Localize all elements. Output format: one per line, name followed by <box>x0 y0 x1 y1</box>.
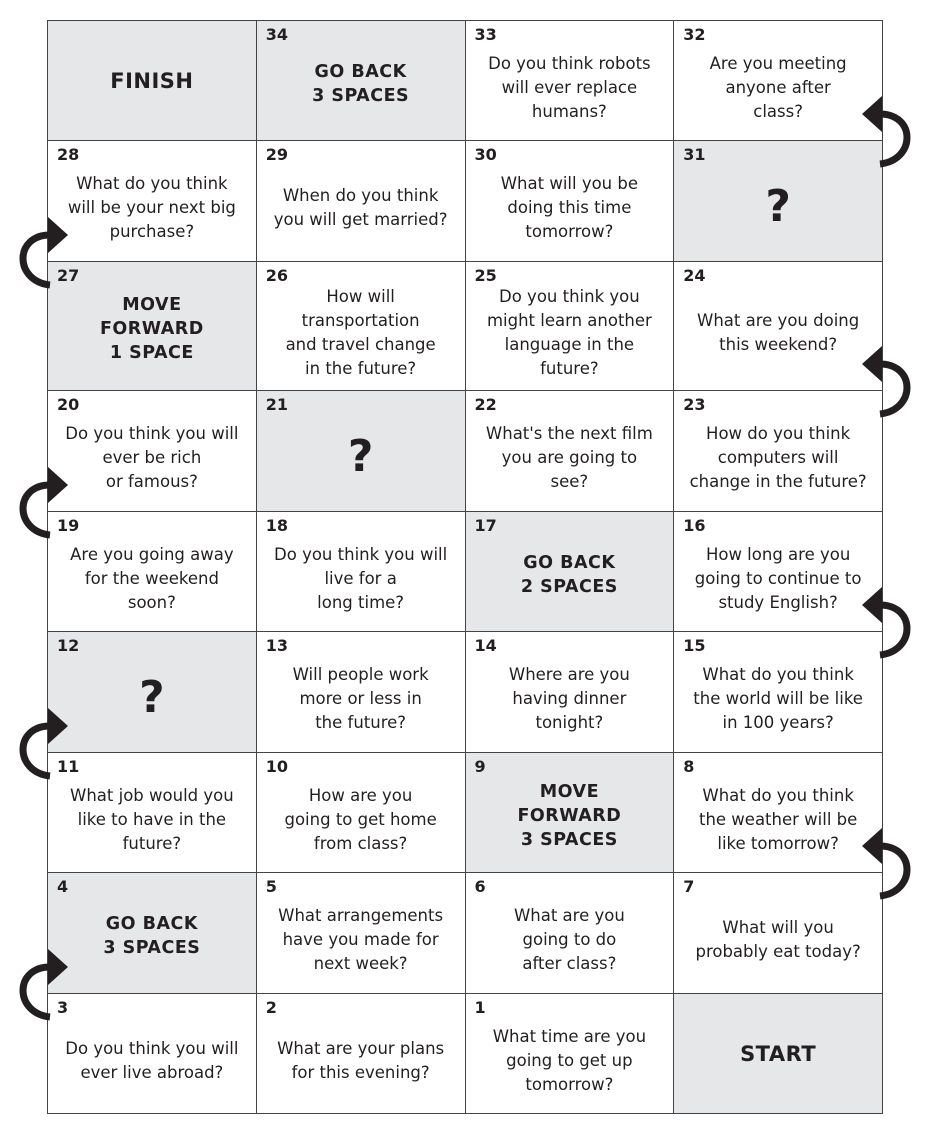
question-mark: ? <box>765 180 791 232</box>
question-text: Do you think robots will ever replace humans? <box>488 53 651 121</box>
curved-arrow-icon <box>23 485 50 535</box>
question-text: What's the next film you are going to see? <box>485 424 653 491</box>
square-number: 28 <box>57 145 80 164</box>
board-row <box>48 753 883 873</box>
square-label: GO BACK 3 SPACES <box>312 61 410 106</box>
question-text: What job would you like to have in the future? <box>70 785 234 853</box>
game-board <box>47 20 883 1114</box>
question-text: How long are you going to continue to study English? <box>694 544 862 612</box>
board-square-31 <box>674 141 883 262</box>
square-number: 11 <box>57 757 80 776</box>
board-row <box>48 512 883 632</box>
board-square-2 <box>257 994 466 1114</box>
board-square-11 <box>48 753 257 873</box>
board-square-13 <box>257 632 466 753</box>
square-number: 1 <box>474 998 486 1017</box>
square-number: 27 <box>57 266 80 285</box>
curved-arrow-icon <box>880 605 907 655</box>
board-square-17 <box>466 512 675 632</box>
square-number: 16 <box>683 516 706 535</box>
square-number: 15 <box>683 636 706 655</box>
curved-arrow-icon <box>23 967 50 1017</box>
curved-arrow-icon <box>23 726 50 776</box>
question-text: How are you going to get home from class? <box>284 785 437 853</box>
question-text: Do you think you will live for a long time? <box>274 544 448 612</box>
square-number: 19 <box>57 516 80 535</box>
square-number: 22 <box>474 395 497 414</box>
board-square-33 <box>466 21 675 141</box>
board-square-9 <box>466 753 675 873</box>
board-square-20 <box>48 391 257 512</box>
question-text: Are you meeting anyone after class? <box>709 53 847 121</box>
question-text: Where are you having dinner tonight? <box>508 665 630 732</box>
question-text: How do you think computers will change in the future? <box>689 424 867 491</box>
board-square-6 <box>466 873 675 994</box>
question-text: What do you think will be your next big purchase? <box>67 174 236 241</box>
board-square-16 <box>674 512 883 632</box>
question-text: Do you think you will ever live abroad? <box>65 1038 239 1082</box>
board-row <box>48 994 883 1114</box>
square-number: 31 <box>683 145 706 164</box>
board-square-3 <box>48 994 257 1114</box>
curved-arrow-icon <box>880 364 907 414</box>
question-mark: ? <box>347 430 374 482</box>
curved-arrow-icon <box>23 235 50 285</box>
square-number: 23 <box>683 395 706 414</box>
square-number: 34 <box>265 25 289 44</box>
question-text: Do you think you will ever be rich or famous? <box>65 424 239 491</box>
square-number: 24 <box>683 266 706 285</box>
board-square-32 <box>674 21 883 141</box>
question-text: What time are you going to get up tomorrow? <box>492 1026 647 1094</box>
board-square-18 <box>257 512 466 632</box>
square-label: GO BACK 2 SPACES <box>520 552 618 597</box>
board-square-27 <box>48 262 257 391</box>
question-text: Are you going away for the weekend soon? <box>70 544 234 612</box>
square-number: 14 <box>474 636 497 655</box>
board-row <box>48 262 883 391</box>
question-text: Will people work more or less in the future? <box>292 665 429 732</box>
board-square-22 <box>466 391 675 512</box>
board-square-1 <box>466 994 675 1114</box>
square-number: 6 <box>474 877 486 896</box>
question-mark: ? <box>139 671 165 723</box>
question-text: What are your plans for this evening? <box>277 1038 445 1082</box>
question-text: What do you think the weather will be like tomorrow? <box>698 785 858 853</box>
board-square-21 <box>257 391 466 512</box>
square-number: 25 <box>474 266 497 285</box>
question-text: What are you doing this weekend? <box>697 311 860 354</box>
question-text: What are you going to do after class? <box>513 906 625 973</box>
board-row <box>48 632 883 753</box>
board-square-8 <box>674 753 883 873</box>
square-number: 26 <box>265 266 289 285</box>
square-label: MOVE FORWARD 3 SPACES <box>517 781 622 850</box>
board-square-7 <box>674 873 883 994</box>
square-number: 30 <box>474 145 497 164</box>
board-square-finish <box>48 21 257 141</box>
curved-arrow-icon <box>880 846 907 896</box>
square-number: 3 <box>57 998 69 1017</box>
question-text: How will transportation and travel change in the future? <box>285 287 436 378</box>
square-number: 21 <box>265 395 289 414</box>
board-square-34 <box>257 21 466 141</box>
curved-arrow-icon <box>880 114 907 164</box>
board-square-15 <box>674 632 883 753</box>
question-text: What will you be doing this time tomorrow? <box>500 174 639 241</box>
board-square-5 <box>257 873 466 994</box>
board-square-24 <box>674 262 883 391</box>
board-square-28 <box>48 141 257 262</box>
board-row <box>48 141 883 262</box>
square-label: START <box>740 1041 817 1066</box>
board-row <box>48 873 883 994</box>
board-row <box>48 21 883 141</box>
board-square-10 <box>257 753 466 873</box>
question-text: What arrangements have you made for next week? <box>278 906 444 973</box>
square-number: 7 <box>683 877 695 896</box>
square-number: 5 <box>265 877 277 896</box>
square-number: 29 <box>265 145 289 164</box>
board-square-25 <box>466 262 675 391</box>
board-row <box>48 391 883 512</box>
square-number: 18 <box>265 516 289 535</box>
square-number: 9 <box>474 757 486 776</box>
board-square-14 <box>466 632 675 753</box>
question-text: What will you probably eat today? <box>695 918 861 961</box>
square-number: 10 <box>265 757 289 776</box>
square-label: MOVE FORWARD 1 SPACE <box>99 295 204 363</box>
board-square-29 <box>257 141 466 262</box>
square-number: 17 <box>474 516 497 535</box>
square-number: 4 <box>57 877 69 896</box>
question-text: What do you think the world will be like in 100 years? <box>693 665 863 732</box>
board-square-23 <box>674 391 883 512</box>
board-square-26 <box>257 262 466 391</box>
square-number: 32 <box>683 25 706 44</box>
board-square-4 <box>48 873 257 994</box>
square-label: GO BACK 3 SPACES <box>103 914 201 958</box>
board-square-19 <box>48 512 257 632</box>
square-number: 8 <box>683 757 695 776</box>
square-number: 12 <box>57 636 80 655</box>
square-label: FINISH <box>110 68 194 93</box>
square-number: 13 <box>265 636 289 655</box>
square-number: 2 <box>265 998 277 1017</box>
board-square-30 <box>466 141 675 262</box>
question-text: Do you think you might learn another language in the future? <box>486 287 652 378</box>
square-number: 20 <box>57 395 80 414</box>
question-text: When do you think you will get married? <box>273 186 448 229</box>
square-number: 33 <box>474 25 497 44</box>
board-square-12 <box>48 632 257 753</box>
board-square-start <box>674 994 883 1114</box>
